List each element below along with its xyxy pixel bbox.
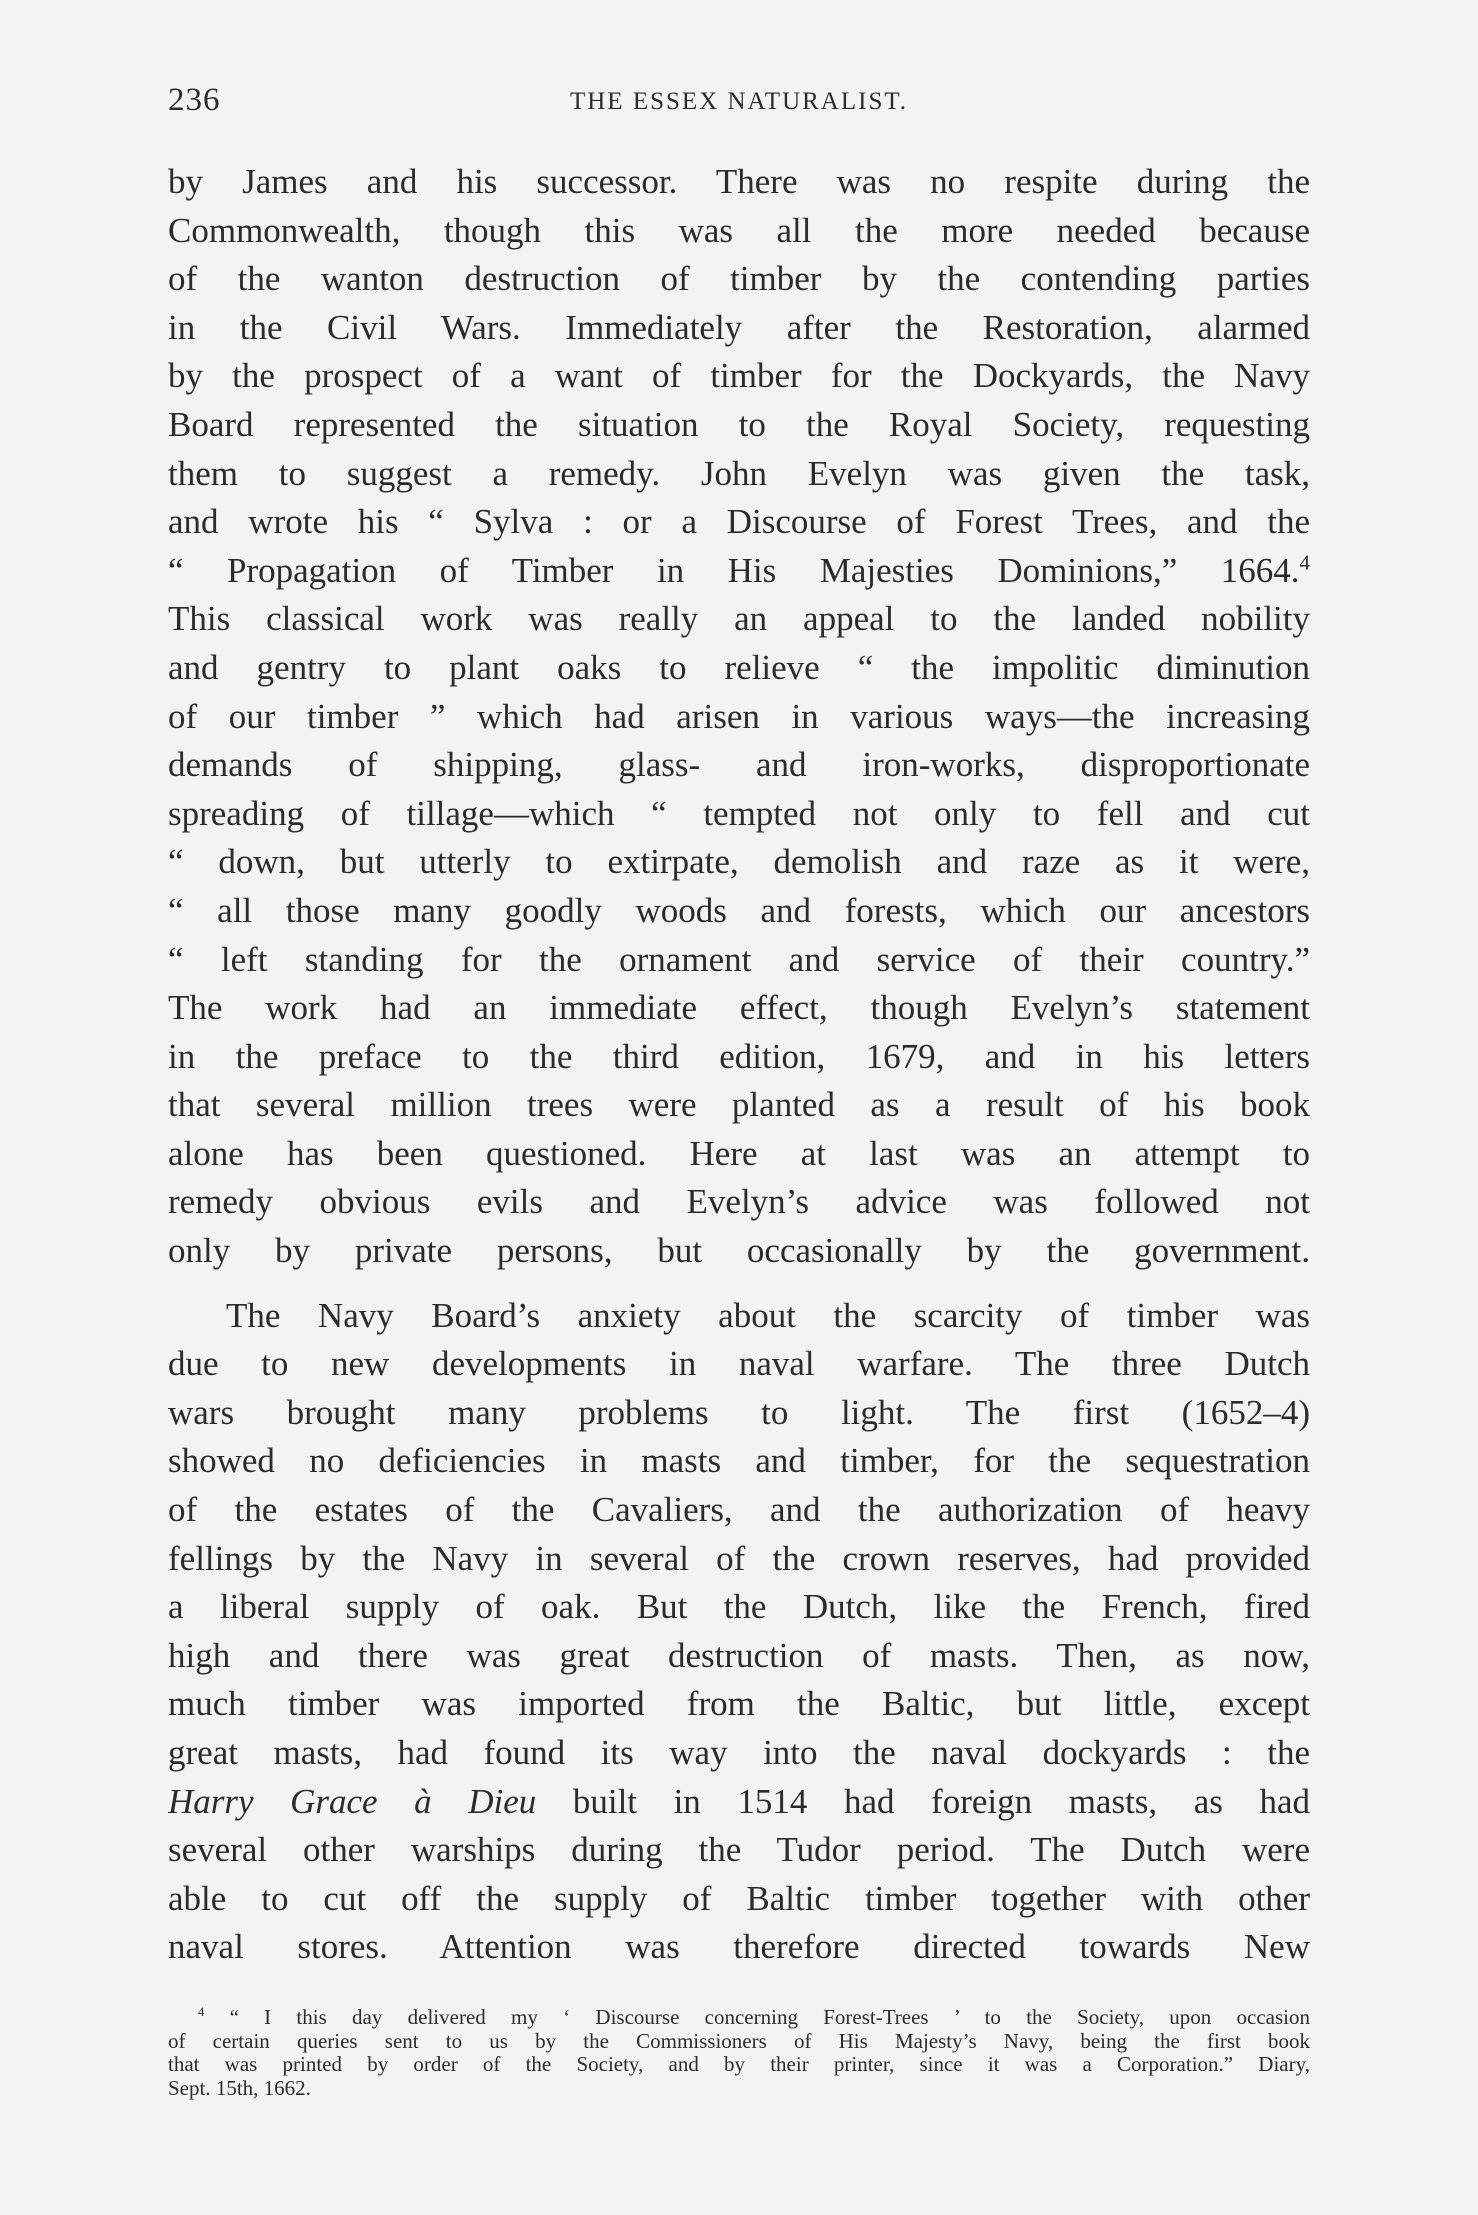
text-line: in the Civil Wars. Immediately after the Restoration, alarmed xyxy=(168,307,1310,347)
text-line: wars brought many problems to light. The first (1652–4) xyxy=(168,1392,1310,1432)
text-line: and gentry to plant oaks to relieve “ the impolitic diminution xyxy=(168,647,1310,687)
footnote-text: “ I this day delivered my ‘ Discourse concerning Forest-Trees ’ to the Society, upon occasion xyxy=(229,2006,1310,2029)
text-line: of the wanton destruction of timber by the contending parties xyxy=(168,259,1310,299)
text-line: of our timber ” which had arisen in various ways—the increasing xyxy=(168,696,1310,736)
footnote-line xyxy=(168,2006,1310,2030)
text-line: “ left standing for the ornament and service of their country.” xyxy=(168,939,1310,979)
text-line: spreading of tillage—which “ tempted not only to fell and cut xyxy=(168,793,1310,833)
text-line-content: “ Propagation of Timber in His Majesties Dominions,” 1664. xyxy=(168,550,1300,590)
paragraph-2 xyxy=(168,1292,1310,1972)
footnote-number: 4 xyxy=(198,2006,205,2019)
text-line: demands of shipping, glass- and iron-works, disproportionate xyxy=(168,745,1310,785)
footnote-reference: 4 xyxy=(1299,550,1310,575)
text-line: them to suggest a remedy. John Evelyn was given the task, xyxy=(168,453,1310,493)
text-line xyxy=(168,1778,1310,1827)
text-line: several other warships during the Tudor period. The Dutch were xyxy=(168,1830,1310,1870)
text-line: by the prospect of a want of timber for the Dockyards, the Navy xyxy=(168,356,1310,396)
text-line: The work had an immediate effect, though Evelyn’s statement xyxy=(168,988,1310,1028)
text-line: by James and his successor. There was no respite during the xyxy=(168,162,1310,201)
ship-name: Harry Grace à Dieu xyxy=(168,1781,537,1821)
paragraph-1 xyxy=(168,158,1310,1276)
text-line: and wrote his “ Sylva : or a Discourse of Forest Trees, and the xyxy=(168,502,1310,542)
text-line: high and there was great destruction of masts. Then, as now, xyxy=(168,1635,1310,1675)
text-line: great masts, had found its way into the naval dockyards : the xyxy=(168,1733,1310,1772)
text-line: of the estates of the Cavaliers, and the authorization of heavy xyxy=(168,1490,1310,1530)
footnotes xyxy=(168,2006,1310,2100)
body-text xyxy=(168,158,1310,1972)
text-line: much timber was imported from the Baltic, but little, except xyxy=(168,1684,1310,1724)
text-line: Commonwealth, though this was all the more needed because xyxy=(168,210,1310,250)
text-line: The Navy Board’s anxiety about the scarcity of timber was xyxy=(226,1295,1310,1335)
text-line: alone has been questioned. Here at last was an attempt to xyxy=(168,1133,1310,1173)
text-line: a liberal supply of oak. But the Dutch, like the French, fired xyxy=(168,1587,1310,1627)
footnote-line: of certain queries sent to us by the Commissioners of His Majesty’s Navy, being the first book xyxy=(168,2029,1310,2053)
text-line: remedy obvious evils and Evelyn’s advice was followed not xyxy=(168,1182,1310,1222)
journal-title: THE ESSEX NATURALIST. xyxy=(569,88,909,115)
text-line: fellings by the Navy in several of the crown reserves, had provided xyxy=(168,1538,1310,1578)
text-line xyxy=(168,547,1310,596)
text-line: due to new developments in naval warfare. The three Dutch xyxy=(168,1344,1310,1384)
paragraph-gap xyxy=(168,1276,1310,1292)
text-line: able to cut off the supply of Baltic timber together with other xyxy=(168,1878,1310,1918)
footnote-line: that was printed by order of the Society, and by their printer, since it was a Corporation.” Diary, xyxy=(168,2053,1310,2076)
text-line: “ all those many goodly woods and forests, which our ancestors xyxy=(168,890,1310,930)
footnote-line: Sept. 15th, 1662. xyxy=(168,2076,311,2100)
text-line: in the preface to the third edition, 1679, and in his letters xyxy=(168,1036,1310,1076)
text-line: “ down, but utterly to extirpate, demolish and raze as it were, xyxy=(168,842,1310,882)
text-line: only by private persons, but occasionally by the government. xyxy=(168,1231,1310,1271)
text-line: showed no deficiencies in masts and timber, for the sequestration xyxy=(168,1441,1310,1481)
page-number: 236 xyxy=(168,82,221,118)
text-line: naval stores. Attention was therefore directed towards New xyxy=(168,1927,1310,1967)
text-line-content: built in 1514 had foreign masts, as had xyxy=(572,1781,1310,1821)
text-line: Board represented the situation to the Royal Society, requesting xyxy=(168,404,1310,444)
text-line: This classical work was really an appeal to the landed nobility xyxy=(168,599,1310,639)
running-head xyxy=(168,82,1310,126)
text-line: that several million trees were planted as a result of his book xyxy=(168,1085,1310,1125)
